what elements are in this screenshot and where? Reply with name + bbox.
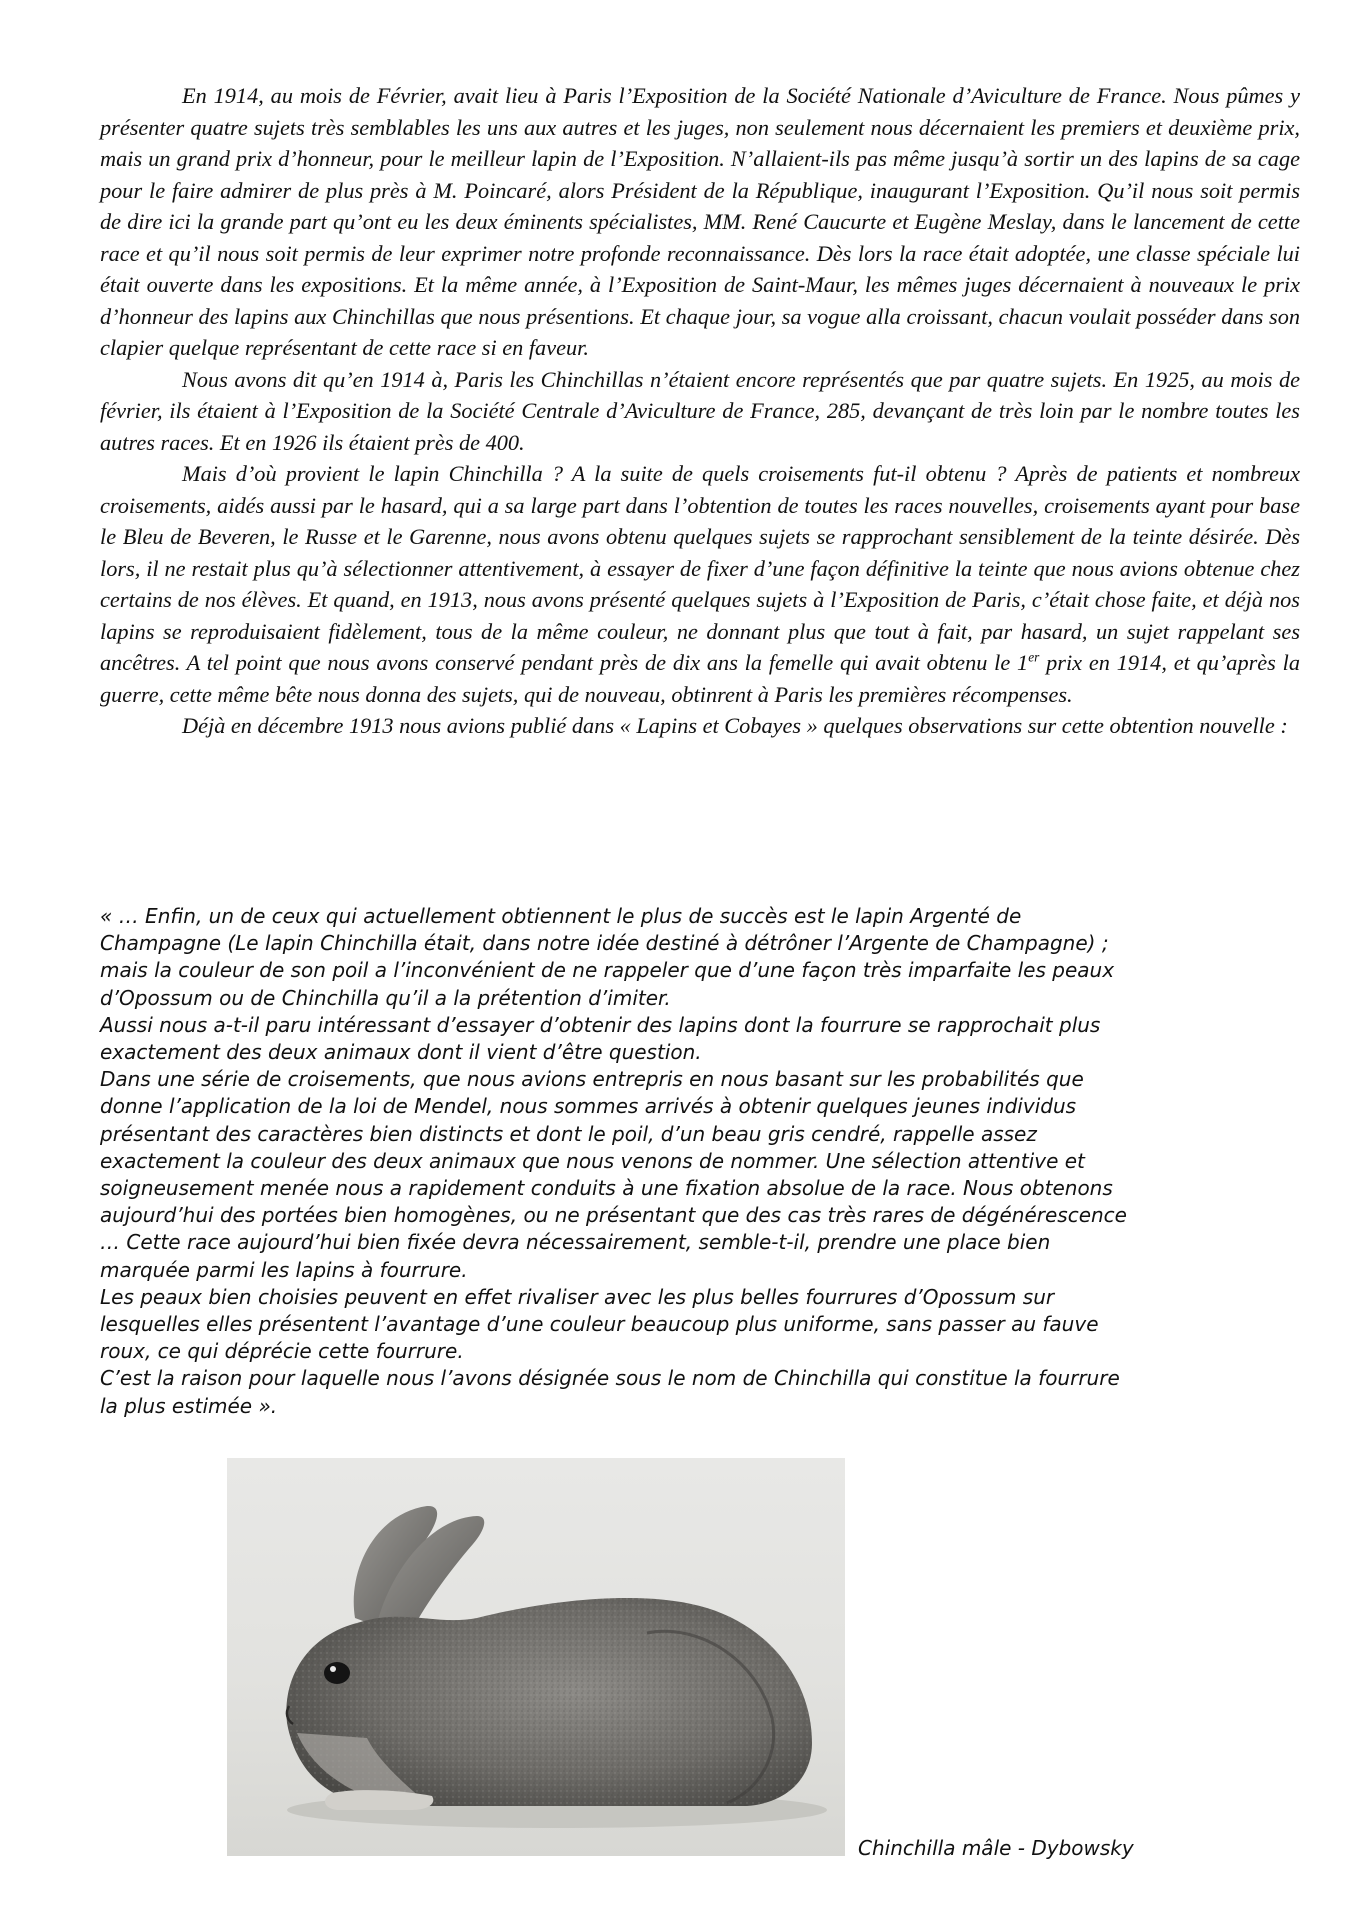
quote-line: d’Opossum ou de Chinchilla qu’il a la prétention d’imiter. — [100, 985, 671, 1010]
paragraph-text: Mais d’où provient le lapin Chinchilla ? A la suite de quels croisements fut-il obtenu ? Après de patients et nombreux croisements, aidés aussi par le hasard, qui a sa large part dans l’obtention de toutes les races nouvelles, croisements ayant pour base le Bleu de Beveren, le Russe et le Garenne, nous avons obtenu quelques sujets se rapprochant sensiblement de la teinte désirée. Dès lors, il ne restait plus qu’à sélectionner attentivement, à essayer de fixer d’une façon définitive la teinte que nous avions obtenue chez certains de nos élèves. Et quand, en 1913, nous avons présenté quelques sujets à l’Exposition de Paris, c’était chose faite, et déjà nos lapins se reproduisaient fidèlement, tous de la même couleur, ne donnant plus que tout à fait, par hasard, un sujet rappelant ses ancêtres. A tel point que nous avons conservé pendant près de dix ans la femelle qui avait obtenu le 1 — [100, 461, 1300, 675]
quote-line: C’est la raison pour laquelle nous l’avons désignée sous le nom de Chinchilla qui constitue la fourrure — [100, 1366, 1120, 1391]
article-body — [100, 80, 1300, 742]
rabbit-photo — [227, 1458, 845, 1856]
quote-line: exactement la couleur des deux animaux que nous venons de nommer. Une sélection attentive et — [100, 1148, 1085, 1173]
paragraph-text: En 1914, au mois de Février, avait lieu à Paris l’Exposition de la Société Nationale d’Aviculture de France. Nous pûmes y présenter quatre sujets très semblables les uns aux autres et les juges, non seulement nous décernaient les premiers et deuxième prix, mais un grand prix d’honneur, pour le meilleur lapin de l’Exposition. N’allaient-ils pas même jusqu’à sortir un des lapins de sa cage pour le faire admirer de plus près à M. Poincaré, alors Président de la République, inaugurant l’Exposition. Qu’il nous soit permis de dire ici la grande part qu’ont eu les deux éminents spécialistes, MM. René Caucurte et Eugène Meslay, dans le lancement de cette race et qu’il nous soit permis de leur exprimer notre profonde reconnaissance. Dès lors la race était adoptée, une classe spéciale lui était ouverte dans les expositions. Et la même année, à l’Exposition de Saint-Maur, les mêmes juges décernaient à nouveaux le prix d’honneur des lapins aux Chinchillas que nous présentions. Et chaque jour, sa vogue alla croissant, chacun voulait posséder dans son clapier quelque représentant de cette race si en faveur. — [100, 83, 1300, 360]
quote-line: donne l’application de la loi de Mendel, nous sommes arrivés à obtenir quelques jeunes individus — [100, 1094, 1077, 1119]
paragraph-text: Nous avons dit qu’en 1914 à, Paris les Chinchillas n’étaient encore représentés que par quatre sujets. En 1925, au mois de février, ils étaient à l’Exposition de la Société Centrale d’Aviculture de France, 285, devançant de très loin par le nombre toutes les autres races. Et en 1926 ils étaient près de 400. — [100, 366, 1300, 455]
paragraph-origin — [100, 458, 1300, 710]
quote-line: Dans une série de croisements, que nous avions entrepris en nous basant sur les probabilités que — [100, 1067, 1084, 1092]
paragraph-text: prix en 1914, et qu’après la guerre, cette même bête nous donna des sujets, qui de nouveau, obtinrent à Paris les premières récompenses. — [100, 650, 1300, 707]
figure-caption: Chinchilla mâle - Dybowsky — [858, 1836, 1134, 1860]
quote-line: présentant des caractères bien distincts et dont le poil, d’un beau gris cendré, rappelle assez — [100, 1121, 1037, 1146]
quote-line: « … Enfin, un de ceux qui actuellement obtiennent le plus de succès est le lapin Argenté de — [100, 904, 1022, 928]
quote-line: la plus estimée ». — [100, 1393, 278, 1418]
quote-line: roux, ce qui déprécie cette fourrure. — [100, 1339, 464, 1364]
quote-line: marquée parmi les lapins à fourrure. — [100, 1257, 468, 1282]
paragraph-text: Déjà en décembre 1913 nous avions publié dans « Lapins et Cobayes » quelques observations sur cette obtention nouvelle : — [182, 713, 1288, 738]
ordinal-superscript: er — [1028, 649, 1040, 665]
quote-line: Aussi nous a-t-il paru intéressant d’essayer d’obtenir des lapins dont la fourrure se rapprochait plus — [100, 1012, 1101, 1037]
quote-line: aujourd’hui des portées bien homogènes, ou ne présentant que des cas très rares de dégénérescence — [100, 1203, 1127, 1228]
paragraph-exposition-1914 — [100, 80, 1300, 364]
paragraph-publication — [100, 710, 1300, 742]
quote-line: … Cette race aujourd’hui bien fixée devra nécessairement, semble-t-il, prendre une place bien — [100, 1230, 1051, 1255]
paragraph-chinchilla-numbers — [100, 364, 1300, 459]
quote-line: Champagne (Le lapin Chinchilla était, dans notre idée destiné à détrôner l’Argente de Champagne) ; — [100, 931, 1109, 956]
quote-line: lesquelles elles présentent l’avantage d’une couleur beaucoup plus uniforme, sans passer au fauve — [100, 1312, 1099, 1337]
rabbit-eye-highlight — [330, 1666, 336, 1672]
rabbit-illustration — [227, 1458, 845, 1856]
quote-line: mais la couleur de son poil a l’inconvénient de ne rappeler que d’une façon très imparfaite les peaux — [100, 958, 1115, 983]
quoted-excerpt — [100, 903, 1310, 1420]
quote-line: soigneusement menée nous a rapidement conduits à une fixation absolue de la race. Nous obtenons — [100, 1176, 1113, 1201]
quote-line: exactement des deux animaux dont il vient d’être question. — [100, 1040, 702, 1065]
rabbit-eye — [324, 1662, 350, 1684]
quote-line: Les peaux bien choisies peuvent en effet rivaliser avec les plus belles fourrures d’Opossum sur — [100, 1284, 1055, 1309]
